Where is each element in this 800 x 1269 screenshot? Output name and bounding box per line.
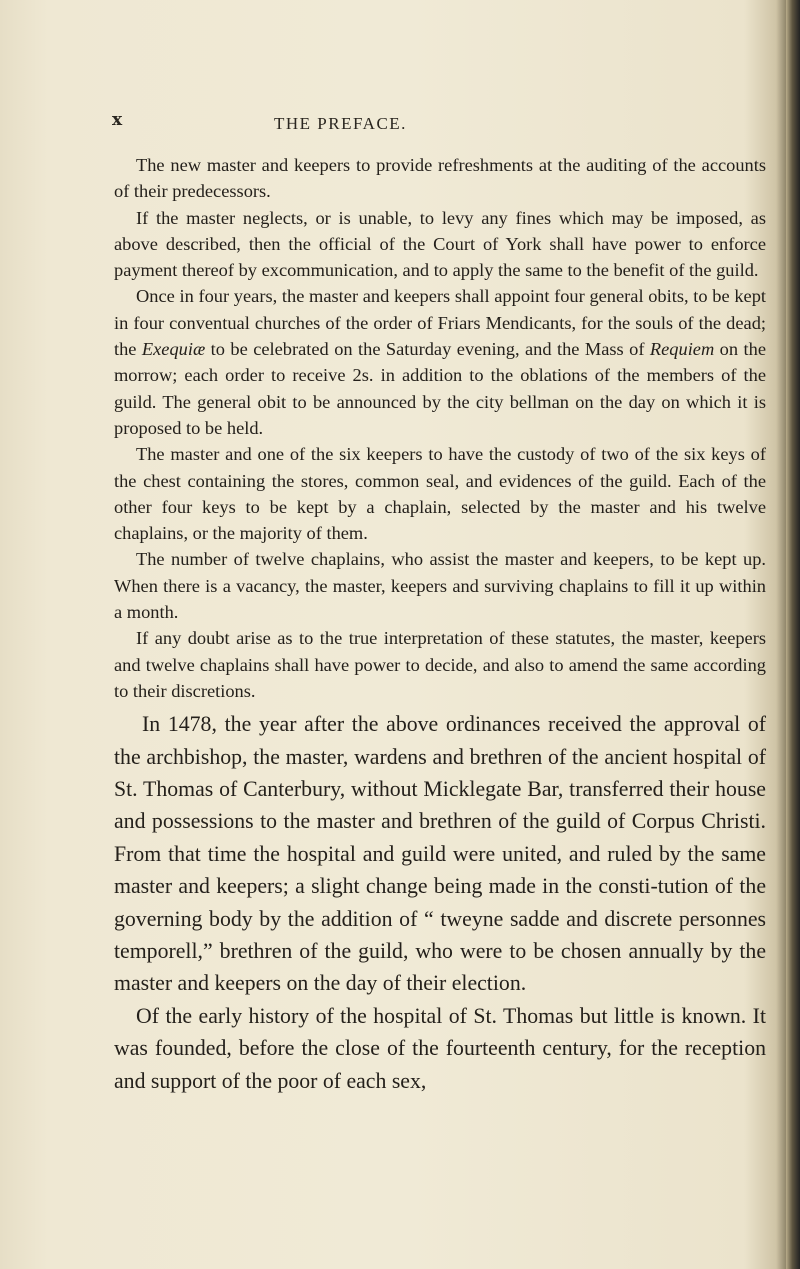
paragraph [114, 441, 766, 546]
paragraph [114, 625, 766, 704]
body-text [114, 152, 766, 1097]
statute-summary-section [114, 152, 766, 704]
text-run: Of the early history of the hospital of St. Thomas but little is known. It was founded, before the close of the fourteenth century, for the reception and support of the poor of each sex, [114, 1003, 766, 1093]
text-run: In 1478, the year after the above ordinances received the approval of the archbishop, the master, wardens and brethren of the ancient hospital of St. Thomas of Canterbury, without Micklegate Bar, transferred their house and possessions to the master and brethren of the guild of Corpus Christi. From that time the hospital and guild were united, and ruled by the same master and keepers; a slight change being made in the consti-tution of the governing body by the addition of “ tweyne sadde and discrete personnes temporell,” brethren of the guild, who were to be chosen annually by the master and keepers on the day of their election. [114, 712, 766, 996]
text-run: to be celebrated on the Saturday evening, and the Mass of [205, 339, 650, 360]
text-run: If the master neglects, or is unable, to levy any fines which may be imposed, as above described, then the official of the Court of York shall have power to enforce payment thereof by excommunication, and to apply the same to the benefit of the guild. [114, 207, 766, 281]
paragraph [114, 546, 766, 625]
paragraph [114, 708, 766, 1000]
text-run: If any doubt arise as to the true interpretation of these statutes, the master, keepers and twelve chaplains shall have power to decide, and also to amend the same according to their discretions. [114, 628, 766, 701]
text-run: The number of twelve chaplains, who assist the master and keepers, to be kept up. When there is a vacancy, the master, keepers and surviving chaplains to fill it up within a month. [114, 549, 766, 623]
paragraph [114, 1000, 766, 1097]
paragraph [114, 283, 766, 441]
italic-term: Exequiæ [141, 339, 206, 360]
paragraph [114, 205, 766, 284]
text-run: on the morrow; each order to receive 2s. in addition to the oblations of the members of the guild. The general obit to be announced by the city bellman on the day on which it is proposed to be held. [114, 339, 766, 438]
paragraph [114, 152, 766, 205]
running-head: THE PREFACE. [274, 114, 407, 133]
text-run: The new master and keepers to provide refreshments at the auditing of the accounts of their predecessors. [114, 155, 766, 202]
page-number: x [112, 110, 123, 130]
history-section [114, 708, 766, 1097]
text-run: The master and one of the six keepers to have the custody of two of the six keys of the chest containing the stores, common seal, and evidences of the guild. Each of the other four keys to be kept by a chaplain, selected by the master and his twelve chaplains, or the majority of them. [114, 444, 766, 544]
text-run: Once in four years, the master and keepers shall appoint four general obits, to be kept in four conventual churches of the order of Friars Mendicants, for the souls of the dead; the [114, 286, 766, 360]
italic-term: Requiem [649, 339, 715, 360]
page-binding-edge [786, 0, 800, 1269]
